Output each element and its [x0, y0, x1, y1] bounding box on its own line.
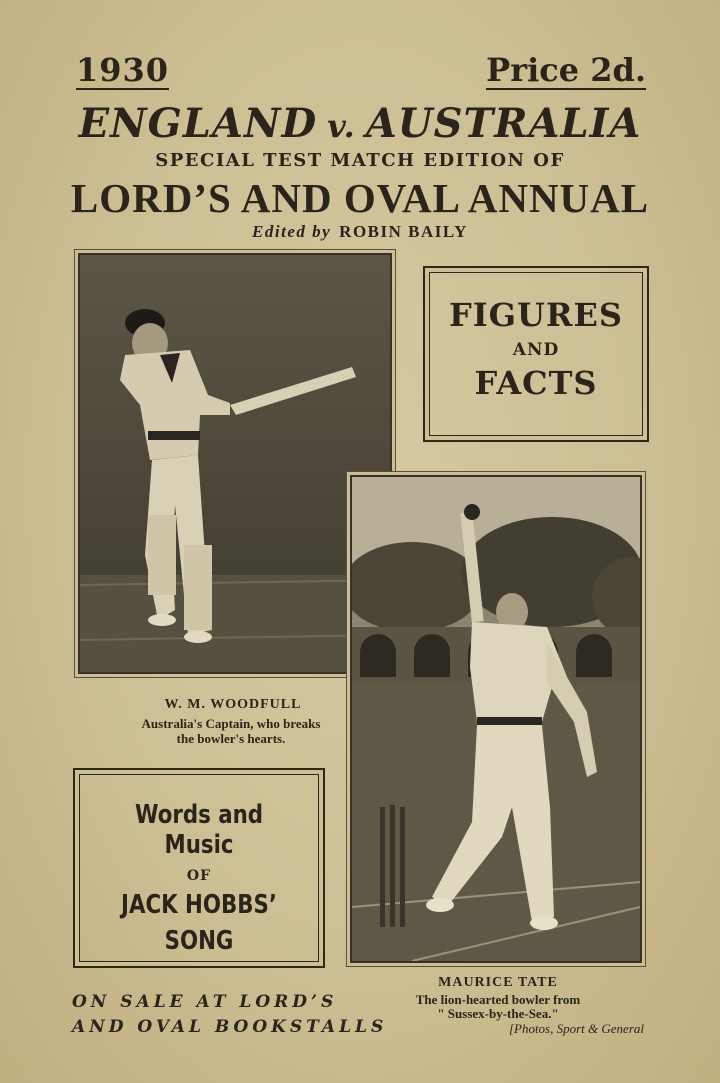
tate-name: MAURICE TATE	[438, 975, 558, 990]
song-heading: SONG	[164, 926, 234, 956]
title-england: ENGLAND	[78, 100, 318, 147]
on-sale-line-2: AND OVAL BOOKSTALLS	[72, 1017, 388, 1037]
tate-caption-line-1: The lion-hearted bowler from	[415, 992, 581, 1007]
woodfull-name: W. M. WOODFULL	[164, 697, 302, 712]
batsman-illustration	[80, 255, 390, 672]
figures-and-word: AND	[512, 340, 560, 360]
facts-heading: FACTS	[474, 364, 598, 402]
woodfull-caption-line-1: Australia's Captain, who breaks	[141, 716, 321, 731]
on-sale-line-1: ON SALE AT LORD’S	[72, 992, 338, 1012]
figures-heading: FIGURES	[448, 296, 623, 334]
jack-hobbs-heading: JACK HOBBS’	[121, 890, 277, 920]
issue-year: 1930	[76, 51, 170, 89]
cover-title	[0, 100, 720, 147]
jack-hobbs-song-panel	[73, 768, 325, 968]
annual-title: LORD’S AND OVAL ANNUAL	[70, 175, 650, 221]
edited-by-label: Edited by	[252, 222, 332, 241]
photo-credit: [Photos, Sport & General	[508, 1021, 644, 1036]
editor-name: ROBIN BAILY	[339, 222, 468, 241]
woodfull-caption-line-2: the bowler's hearts.	[176, 731, 286, 746]
edition-subtitle: SPECIAL TEST MATCH EDITION OF	[155, 150, 565, 171]
song-of-word: OF	[186, 868, 212, 884]
words-and-music-heading: Words and Music	[134, 800, 264, 860]
woodfull-photo	[78, 253, 392, 674]
issue-price: Price 2d.	[486, 51, 646, 89]
figures-and-facts-panel	[423, 266, 649, 442]
title-australia: AUSTRALIA	[365, 100, 642, 147]
editor-line	[0, 222, 720, 242]
tate-caption-line-2: " Sussex-by-the-Sea."	[437, 1006, 559, 1021]
title-versus: v.	[327, 107, 356, 145]
